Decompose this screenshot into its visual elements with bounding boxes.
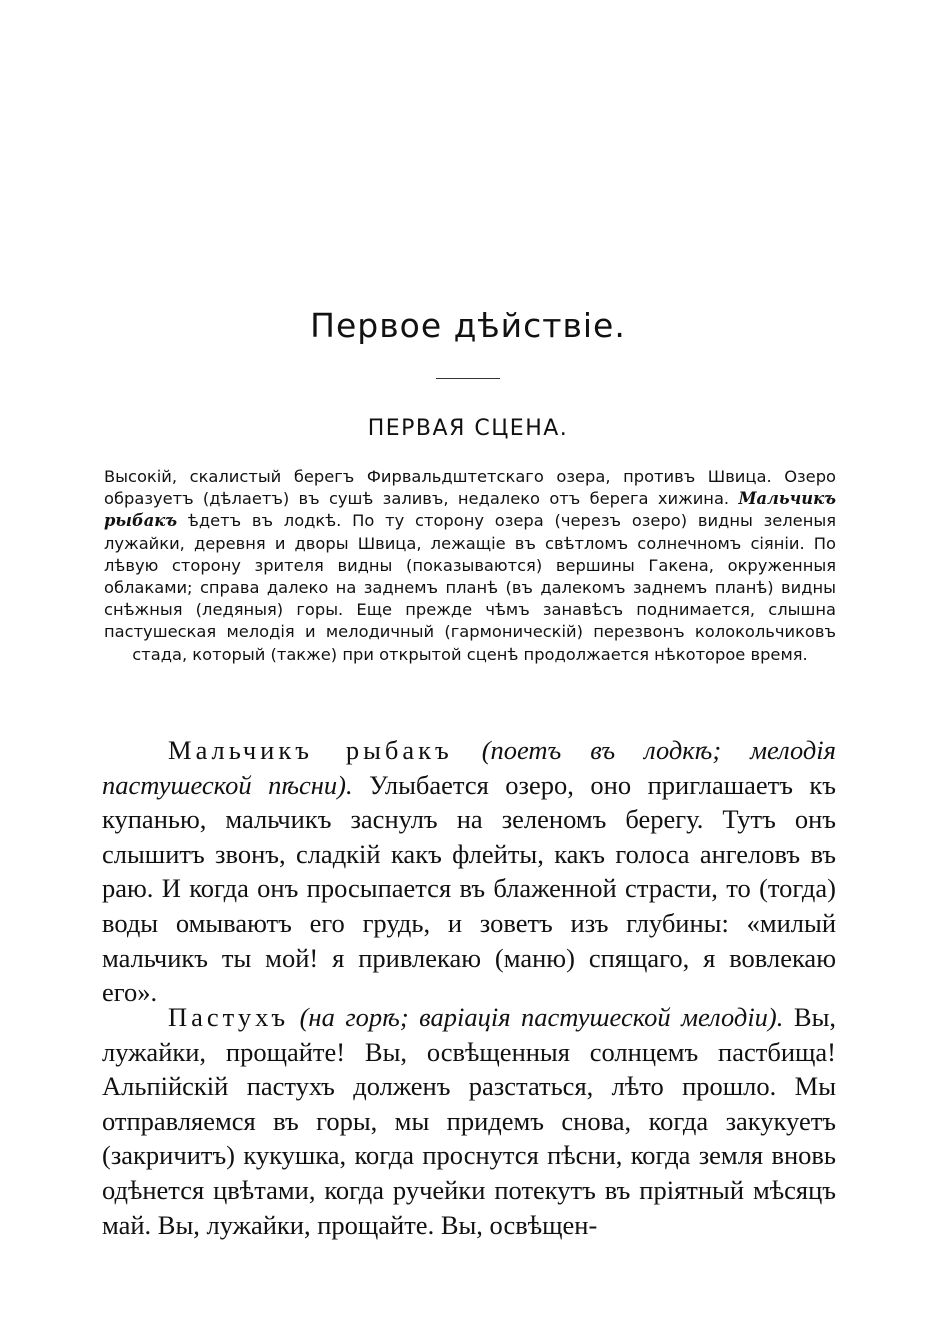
- stage-direction-text-start: Высокій, скалистый берегъ Фирвальдштетскаго озера, противъ Швица. Озеро образуетъ (дѣлаетъ) въ сушѣ заливъ, недалеко отъ берега хижина.: [104, 467, 836, 509]
- speech-direction: (на горѣ; варіація пастушеской мелодіи).: [299, 1002, 784, 1032]
- stage-direction-character: Мальчикъ рыбакъ: [104, 489, 836, 531]
- speech-direction: (поетъ въ лодкѣ; мелодія пастушеской пѣсни).: [102, 735, 836, 800]
- speech-text: Улыбается озеро, оно приглашаетъ къ купанью, мальчикъ заснулъ на зеленомъ берегу. Тутъ онъ слышитъ звонъ, сладкій какъ флейты, какъ голоса ангеловъ въ раю. И когда онъ просыпается въ блаженной страсти, то (тогда) воды омываютъ его грудь, и зоветъ изъ глубины: «милый мальчикъ ты мой! я привлекаю (маню) спящаго, я вовлекаю его».: [102, 769, 836, 1008]
- speech-text: Вы, лужайки, прощайте! Вы, освѣщенныя солнцемъ пастбища! Альпійскій пастухъ долженъ разстаться, лѣто прошло. Мы отправляемся въ горы, мы придемъ снова, когда закукуетъ (закричитъ) кукушка, когда проснутся пѣсни, когда земля вновь одѣнется цвѣтами, когда ручейки потекутъ въ пріятный мѣсяцъ май. Вы, лужайки, прощайте. Вы, освѣщен-: [102, 1002, 837, 1240]
- speaker-name: Мальчикъ рыбакъ: [168, 735, 453, 765]
- speech-fisher-boy: [102, 733, 836, 1010]
- title-divider: [436, 378, 500, 379]
- act-title: Первое дѣйствіе.: [310, 306, 626, 345]
- scene-title: ПЕРВАЯ СЦЕНА.: [367, 416, 569, 441]
- stage-direction-text-end: ѣдетъ въ лодкѣ. По ту сторону озера (черезъ озеро) видны зеленыя лужайки, деревня и дворы Швица, лежащіе въ свѣтломъ солнечномъ сіяніи. По лѣвую сторону зрителя видны (показываются) вершины Гакена, окруженныя облаками; справа далеко на заднемъ планѣ (въ далекомъ заднемъ планѣ) видны снѣжныя (ледяныя) горы. Еще прежде чѣмъ занавѣсъ поднимается, слышна пастушеская мелодія и мелодичный (гармоническій) перезвонъ колокольчиковъ стада, который (также) при открытой сценѣ продолжается нѣкоторое время.: [104, 511, 836, 664]
- speech-shepherd: [102, 1000, 836, 1242]
- stage-direction: [104, 466, 836, 666]
- speaker-name: Пастухъ: [168, 1002, 290, 1032]
